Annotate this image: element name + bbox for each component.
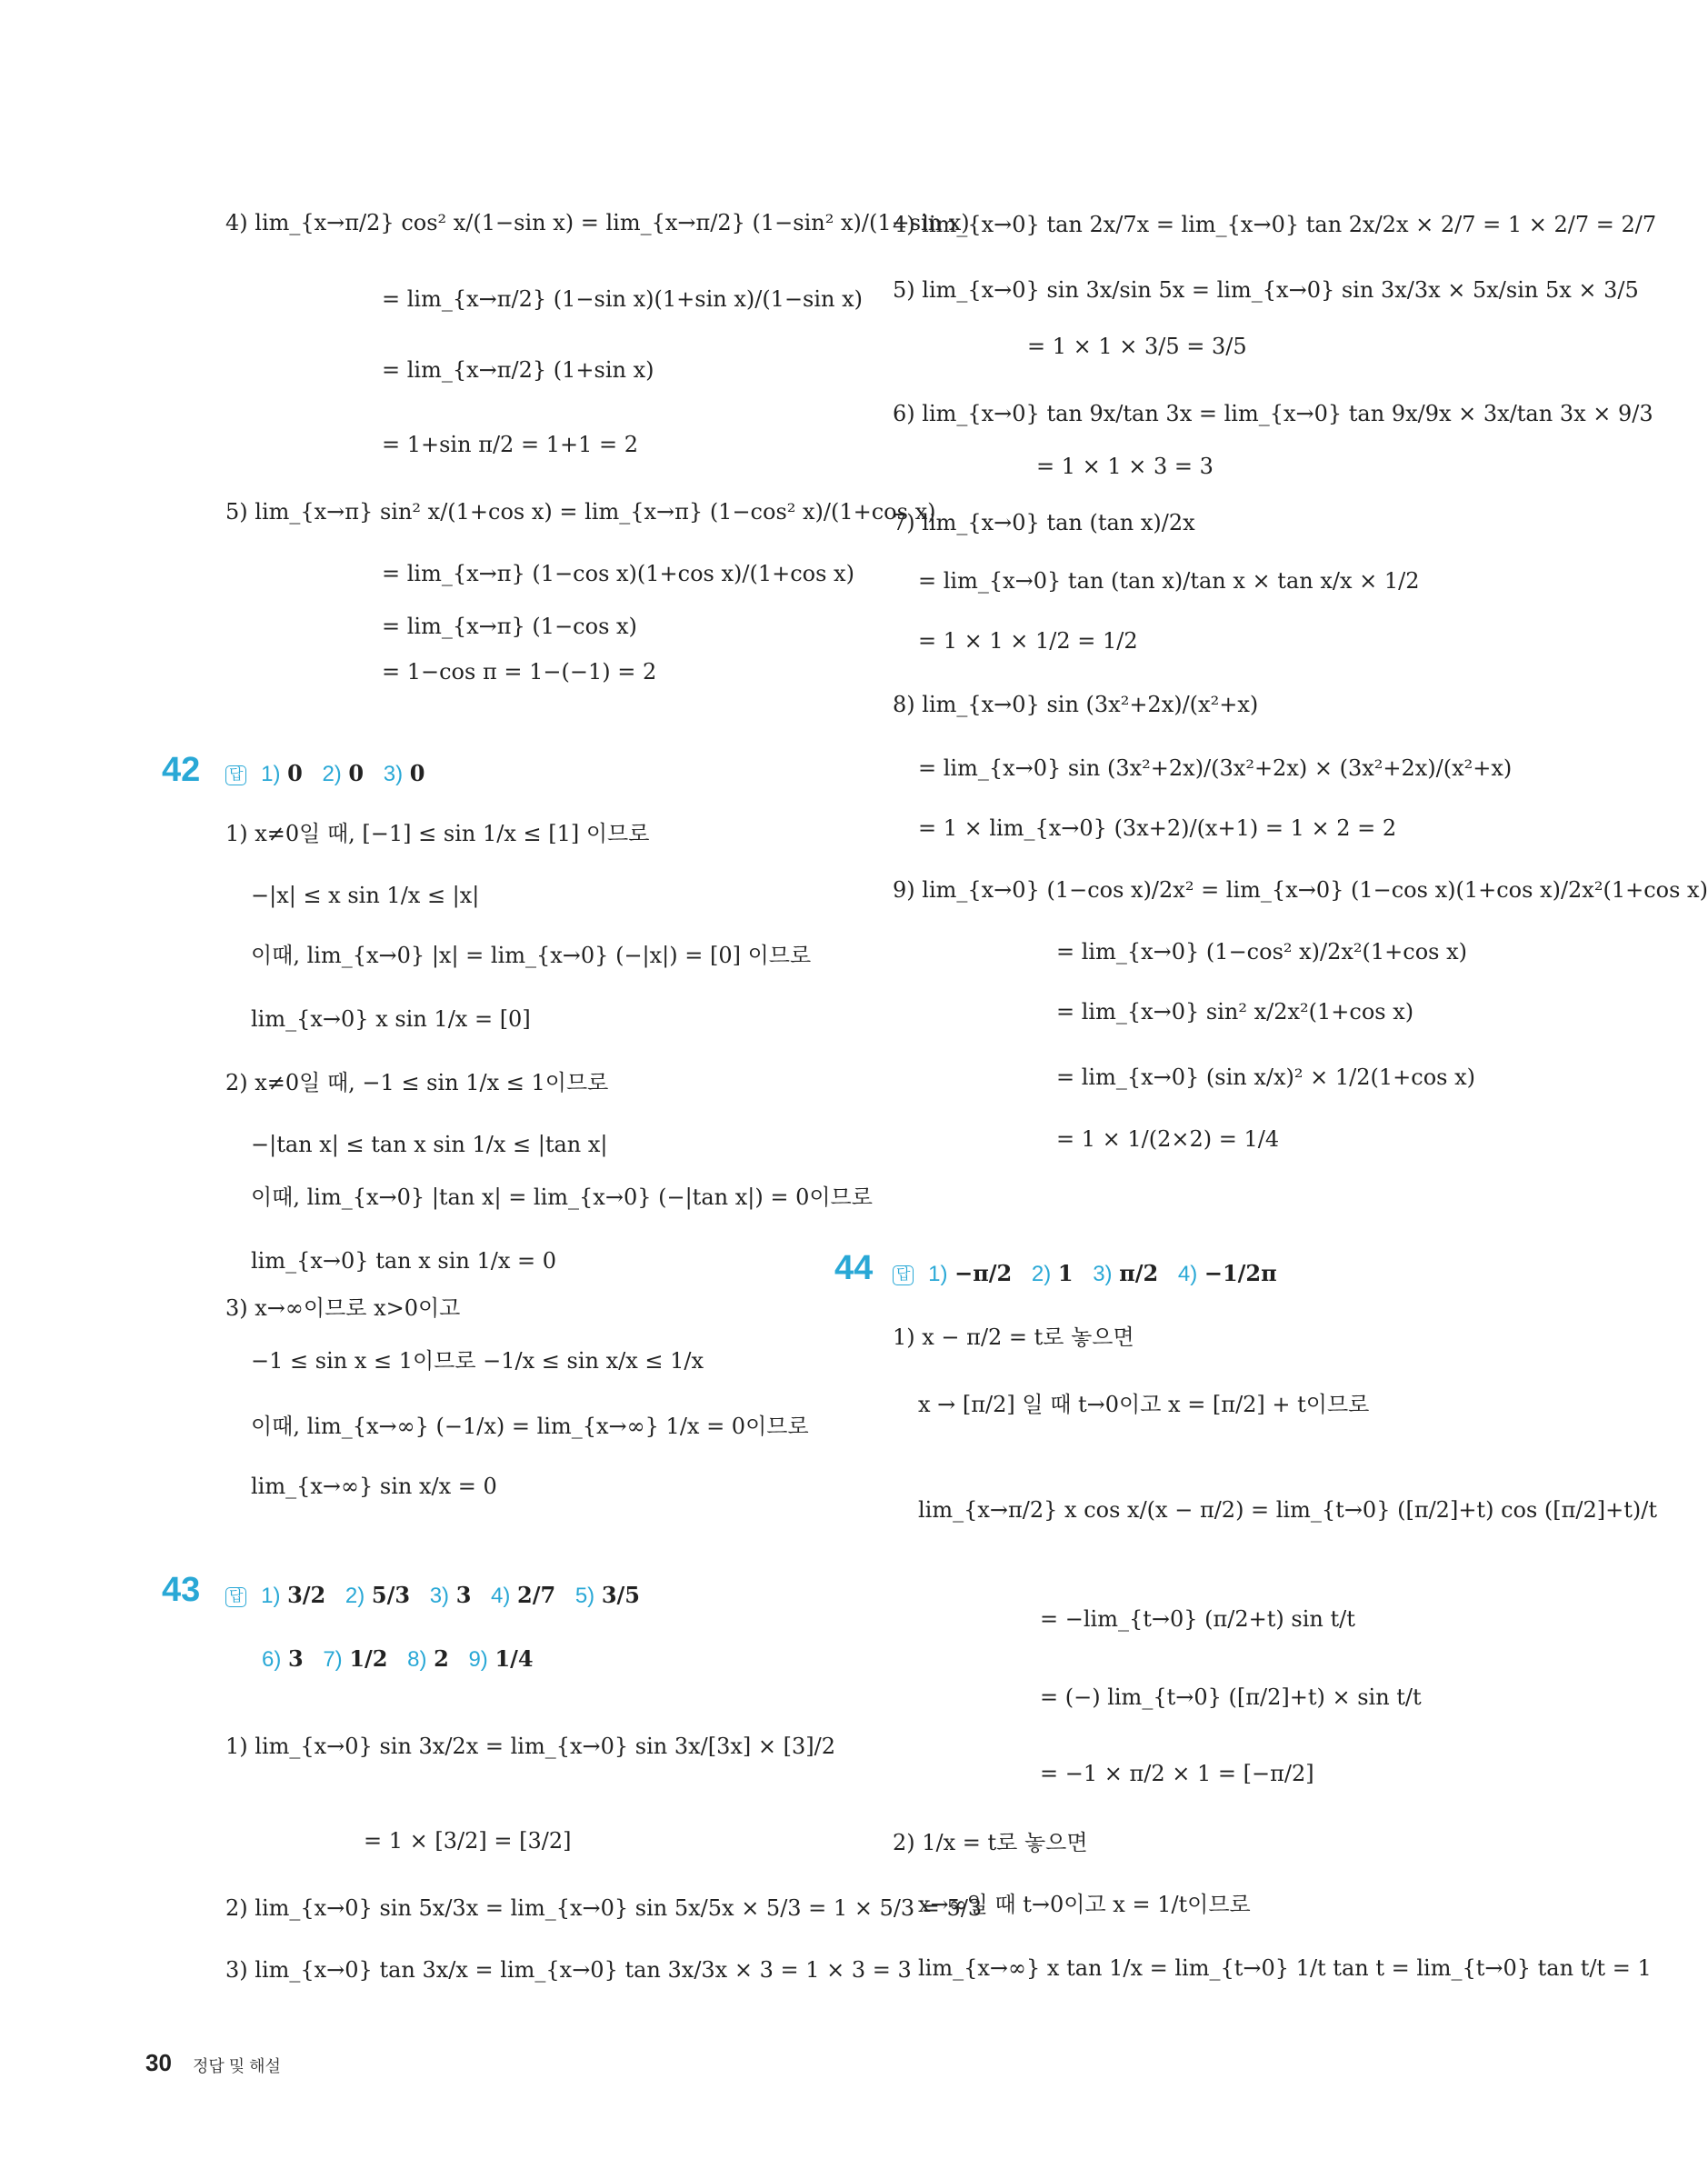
solution-line: 7) lim_{x→0} tan (tan x)/2x — [893, 510, 1195, 535]
solution-line: −1 ≤ sin x ≤ 1이므로 −1/x ≤ sin x/x ≤ 1/x — [251, 1348, 704, 1374]
solution-line: = 1 × 1 × 3/5 = 3/5 — [1027, 334, 1247, 359]
solution-line: lim_{x→∞} sin x/x = 0 — [251, 1474, 497, 1499]
solution-line: = lim_{x→0} (sin x/x)² × 1/2(1+cos x) — [1056, 1065, 1475, 1090]
solution-line: 4) lim_{x→π/2} cos² x/(1−sin x) = lim_{x→π/2} (1−sin² x)/(1−sin x) — [225, 210, 970, 235]
answer-label: 5) — [574, 1584, 595, 1608]
solution-line: 3) lim_{x→0} tan 3x/x = lim_{x→0} tan 3x/3x × 3 = 1 × 3 = 3 — [225, 1957, 912, 1983]
solution-line: = 1 × 1 × 3 = 3 — [1036, 454, 1214, 479]
solution-line: = 1+sin π/2 = 1+1 = 2 — [382, 432, 638, 457]
solution-line: = 1 × 1/(2×2) = 1/4 — [1056, 1126, 1280, 1152]
solution-line: = lim_{x→π} (1−cos x)(1+cos x)/(1+cos x) — [382, 561, 854, 586]
answer-label: 1) — [928, 1262, 948, 1286]
solution-line: = 1 × [3/2] = [3/2] — [364, 1828, 572, 1854]
solution-line: lim_{x→∞} x tan 1/x = lim_{t→0} 1/t tan t = lim_{t→0} tan t/t = 1 — [918, 1955, 1652, 1981]
answer-value: 2 — [434, 1645, 449, 1672]
solution-line: 8) lim_{x→0} sin (3x²+2x)/(x²+x) — [893, 692, 1259, 717]
answer-value: −1/2π — [1204, 1260, 1277, 1286]
answer-summary — [262, 1645, 534, 1674]
answer-value: 3 — [287, 1645, 304, 1672]
answer-value: 3 — [455, 1582, 472, 1608]
solution-line: 9) lim_{x→0} (1−cos x)/2x² = lim_{x→0} (1−cos x)(1+cos x)/2x²(1+cos x) — [893, 877, 1708, 903]
answer-value: 1 — [1057, 1260, 1074, 1286]
solution-line: = 1 × lim_{x→0} (3x+2)/(x+1) = 1 × 2 = 2 — [918, 815, 1397, 841]
solution-line: 5) lim_{x→0} sin 3x/sin 5x = lim_{x→0} sin 3x/3x × 5x/sin 5x × 3/5 — [893, 277, 1639, 303]
solution-line: 2) lim_{x→0} sin 5x/3x = lim_{x→0} sin 5x/5x × 5/3 = 1 × 5/3 = 5/3 — [225, 1895, 983, 1921]
answer-label: 4) — [1177, 1262, 1198, 1286]
solution-line: lim_{x→0} tan x sin 1/x = 0 — [251, 1248, 556, 1274]
problem-number: 44 — [834, 1249, 874, 1287]
solution-line: = lim_{x→0} sin (3x²+2x)/(3x²+2x) × (3x²+2x)/(x²+x) — [918, 755, 1513, 781]
problem-number: 43 — [162, 1571, 201, 1609]
answer-label: 6) — [262, 1647, 282, 1672]
answer-label: 2) — [322, 762, 342, 786]
answer-label: 3) — [1093, 1262, 1113, 1286]
solution-line: = lim_{x→0} sin² x/2x²(1+cos x) — [1056, 999, 1414, 1025]
solution-line: 이때, lim_{x→0} |x| = lim_{x→0} (−|x|) = [0] 이므로 — [251, 943, 812, 968]
solution-line: −|x| ≤ x sin 1/x ≤ |x| — [251, 883, 480, 908]
solution-line: 3) x→∞이므로 x>0이고 — [225, 1295, 461, 1321]
solution-line: x → [π/2] 일 때 t→0이고 x = [π/2] + t이므로 — [918, 1392, 1370, 1417]
answer-value: 0 — [409, 760, 425, 786]
problem-number: 42 — [162, 751, 201, 789]
solution-line: = lim_{x→0} (1−cos² x)/2x²(1+cos x) — [1056, 939, 1468, 965]
solution-line: lim_{x→0} x sin 1/x = [0] — [251, 1006, 531, 1032]
answer-label: 1) — [261, 762, 281, 786]
answer-value: 1/2 — [349, 1645, 388, 1672]
solution-line: 이때, lim_{x→∞} (−1/x) = lim_{x→∞} 1/x = 0이므로 — [251, 1414, 809, 1439]
answer-summary — [225, 1582, 640, 1610]
answer-value: 5/3 — [371, 1582, 411, 1608]
answer-label: 3) — [429, 1584, 450, 1608]
answer-value: 3/5 — [601, 1582, 640, 1608]
answer-label: 4) — [491, 1584, 511, 1608]
solution-line: = lim_{x→π} (1−cos x) — [382, 614, 637, 639]
answer-value: −π/2 — [954, 1260, 1013, 1286]
answer-label: 3) — [383, 762, 404, 786]
answer-label: 9) — [468, 1647, 488, 1672]
answer-tag: 답 — [225, 765, 246, 785]
answer-value: 0 — [287, 760, 303, 786]
solution-line: = 1 × 1 × 1/2 = 1/2 — [918, 628, 1138, 654]
answer-label: 7) — [323, 1647, 343, 1672]
answer-summary — [225, 760, 425, 788]
answer-label: 1) — [261, 1584, 281, 1608]
footer-label: 정답 및 해설 — [193, 2057, 281, 2075]
answer-value: 3/2 — [287, 1582, 326, 1608]
solution-line: 4) lim_{x→0} tan 2x/7x = lim_{x→0} tan 2x/2x × 2/7 = 1 × 2/7 = 2/7 — [893, 212, 1657, 237]
answer-label: 2) — [1031, 1262, 1052, 1286]
solution-line: 1) x − π/2 = t로 놓으면 — [893, 1324, 1134, 1350]
solution-line: 2) x≠0일 때, −1 ≤ sin 1/x ≤ 1이므로 — [225, 1070, 609, 1095]
solution-line: = (−) lim_{t→0} ([π/2]+t) × sin t/t — [1040, 1684, 1422, 1710]
solution-line: = −1 × π/2 × 1 = [−π/2] — [1040, 1761, 1314, 1786]
answer-label: 2) — [345, 1584, 365, 1608]
solution-line: lim_{x→π/2} x cos x/(x − π/2) = lim_{t→0} ([π/2]+t) cos ([π/2]+t)/t — [918, 1497, 1657, 1523]
answer-value: 1/4 — [494, 1645, 534, 1672]
page-number: 30 — [145, 2049, 172, 2076]
solution-line: = lim_{x→0} tan (tan x)/tan x × tan x/x × 1/2 — [918, 568, 1420, 594]
solution-line: −|tan x| ≤ tan x sin 1/x ≤ |tan x| — [251, 1132, 608, 1157]
solution-line: 2) 1/x = t로 놓으면 — [893, 1830, 1088, 1855]
solution-line: 1) lim_{x→0} sin 3x/2x = lim_{x→0} sin 3x/[3x] × [3]/2 — [225, 1734, 836, 1759]
solution-line: = 1−cos π = 1−(−1) = 2 — [382, 659, 657, 685]
solution-line: 6) lim_{x→0} tan 9x/tan 3x = lim_{x→0} tan 9x/9x × 3x/tan 3x × 9/3 — [893, 401, 1653, 426]
solution-line: 이때, lim_{x→0} |tan x| = lim_{x→0} (−|tan x|) = 0이므로 — [251, 1184, 873, 1210]
answer-tag: 답 — [225, 1587, 246, 1607]
solution-line: = lim_{x→π/2} (1−sin x)(1+sin x)/(1−sin x) — [382, 286, 864, 312]
solution-line: x→∞일 때 t→0이고 x = 1/t이므로 — [918, 1892, 1251, 1917]
answer-label: 8) — [407, 1647, 427, 1672]
answer-tag: 답 — [893, 1265, 914, 1285]
answer-summary — [893, 1260, 1277, 1288]
answer-value: 2/7 — [517, 1582, 556, 1608]
solution-line: 1) x≠0일 때, [−1] ≤ sin 1/x ≤ [1] 이므로 — [225, 821, 650, 846]
answer-value: 0 — [348, 760, 365, 786]
solution-line: = −lim_{t→0} (π/2+t) sin t/t — [1040, 1606, 1355, 1632]
solution-line: = lim_{x→π/2} (1+sin x) — [382, 357, 654, 383]
answer-value: π/2 — [1119, 1260, 1159, 1286]
solution-line: 5) lim_{x→π} sin² x/(1+cos x) = lim_{x→π} (1−cos² x)/(1+cos x) — [225, 499, 936, 525]
